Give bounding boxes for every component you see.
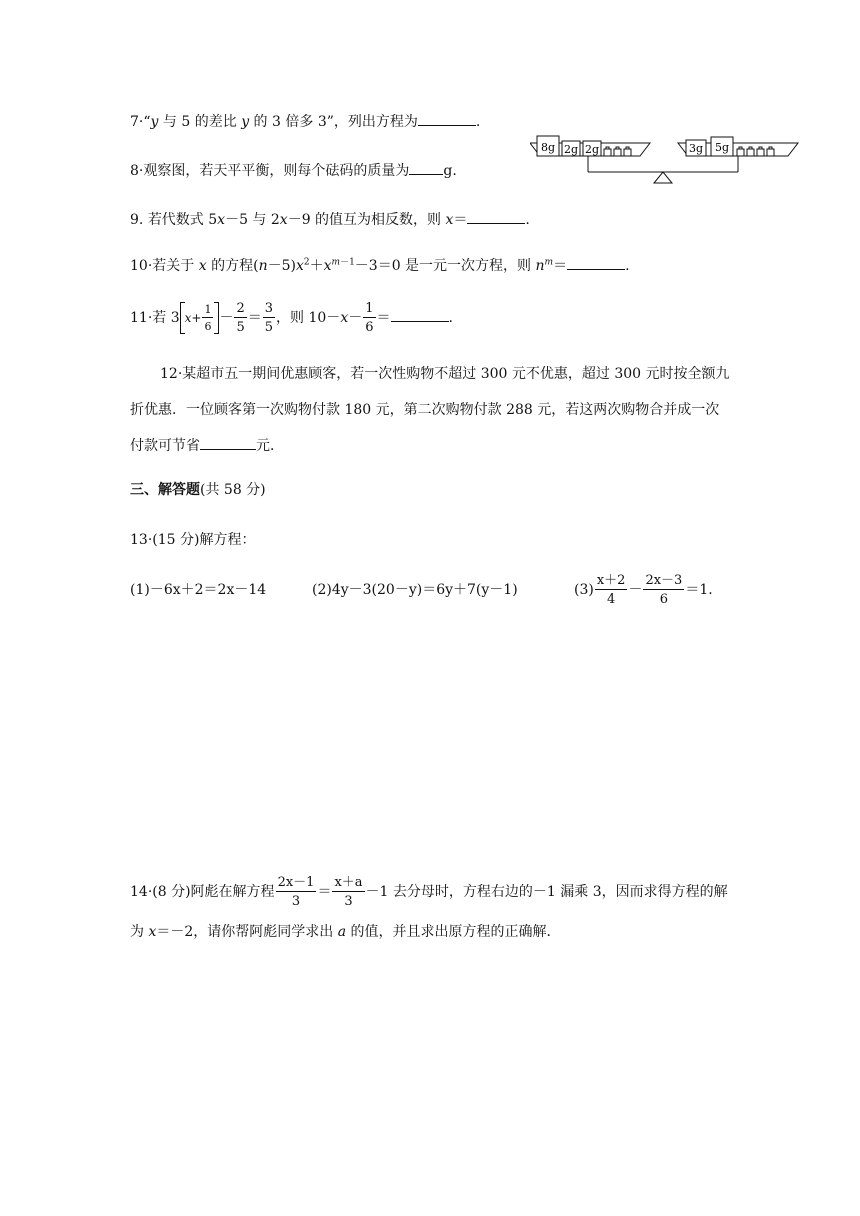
fraction: $\frac{3}{5}$ [264, 301, 274, 335]
unknown-weight [767, 147, 774, 156]
question-9: 9. 若代数式 5x－5 与 2x－9 的值互为相反数，则 x＝ . [130, 212, 530, 228]
fraction: $\frac{2x-3}{6}$ [645, 573, 683, 607]
fraction: $\frac{2x-1}{3}$ [277, 875, 315, 909]
fraction: $\frac{1}{6}$ [204, 303, 212, 333]
question-13: 13·(15 分)解方程： [130, 532, 256, 548]
question-8: 8·观察图，若天平平衡，则每个砝码的质量为 g. [130, 163, 457, 179]
section-3-heading: 三、解答题(共 58 分) [130, 482, 266, 498]
answer-blank[interactable] [200, 437, 256, 450]
fraction: $\frac{2}{5}$ [236, 301, 245, 335]
question-11: 11·若 3 x+ $\frac{1}{6}$ － $\frac{2}{5}$ ＝ $\frac{3}{5}$ ，则 10－x－ $\frac{1}{6}$ ＝ . [130, 301, 453, 335]
weight-label: 3g [688, 142, 704, 155]
question-13-part-2: (2)4y－3(20－y)＝6y＋7(y－1) [312, 582, 518, 598]
question-10: 10·若关于 x 的方程$(n-5)x^2+x^{m-1}-3=0$ 是一元一次方程，则 $n^m=$ . [130, 257, 630, 274]
fraction: $\frac{x+a}{3}$ [334, 875, 363, 909]
unknown-weight [757, 147, 764, 156]
question-12: 12·某超市五一期间优惠顾客，若一次性购物不超过 300 元不优惠，超过 300 元时按全额九折优惠．一位顾客第一次购物付款 180 元，第二次购物付款 288 元，若这两次购物合并成一次付款可节省 元． [130, 366, 730, 454]
question-14: 14·(8 分)阿彪在解方程 $\frac{2x-1}{3}$ ＝ $\frac{x+a}{3}$ －1 去分母时，方程右边的－1 漏乘 3，因而求得方程的解为 x＝－2，请你帮阿彪同学求出 a 的值，并且求出原方程的正确解． [130, 875, 728, 940]
question-13-part-1: (1)－6x＋2＝2x－14 [130, 582, 267, 598]
question-7: 7·“y 与 5 的差比 y 的 3 倍多 3”，列出方程为 . [130, 114, 481, 130]
answer-blank[interactable] [418, 113, 476, 126]
fraction: $\frac{x+2}{4}$ [596, 573, 626, 607]
balance-scale-figure [530, 132, 800, 188]
unknown-weight [624, 147, 631, 156]
weight-label: 2g [563, 143, 579, 156]
answer-blank[interactable] [409, 162, 443, 175]
answer-blank[interactable] [567, 257, 625, 270]
weight-label: 5g [714, 141, 730, 154]
answer-blank[interactable] [391, 309, 449, 322]
fulcrum [654, 172, 672, 183]
fraction: $\frac{1}{6}$ [365, 301, 374, 335]
question-13-part-3: (3) $\frac{x+2}{4}$ － $\frac{2x-3}{6}$ ＝1. [574, 573, 713, 607]
weight-label: 8g [540, 141, 556, 154]
unknown-weight [614, 147, 621, 156]
unknown-weight [747, 147, 754, 156]
unknown-weight [737, 147, 744, 156]
answer-blank[interactable] [467, 211, 525, 224]
unknown-weight [604, 147, 611, 156]
weight-label: 2g [584, 143, 600, 156]
